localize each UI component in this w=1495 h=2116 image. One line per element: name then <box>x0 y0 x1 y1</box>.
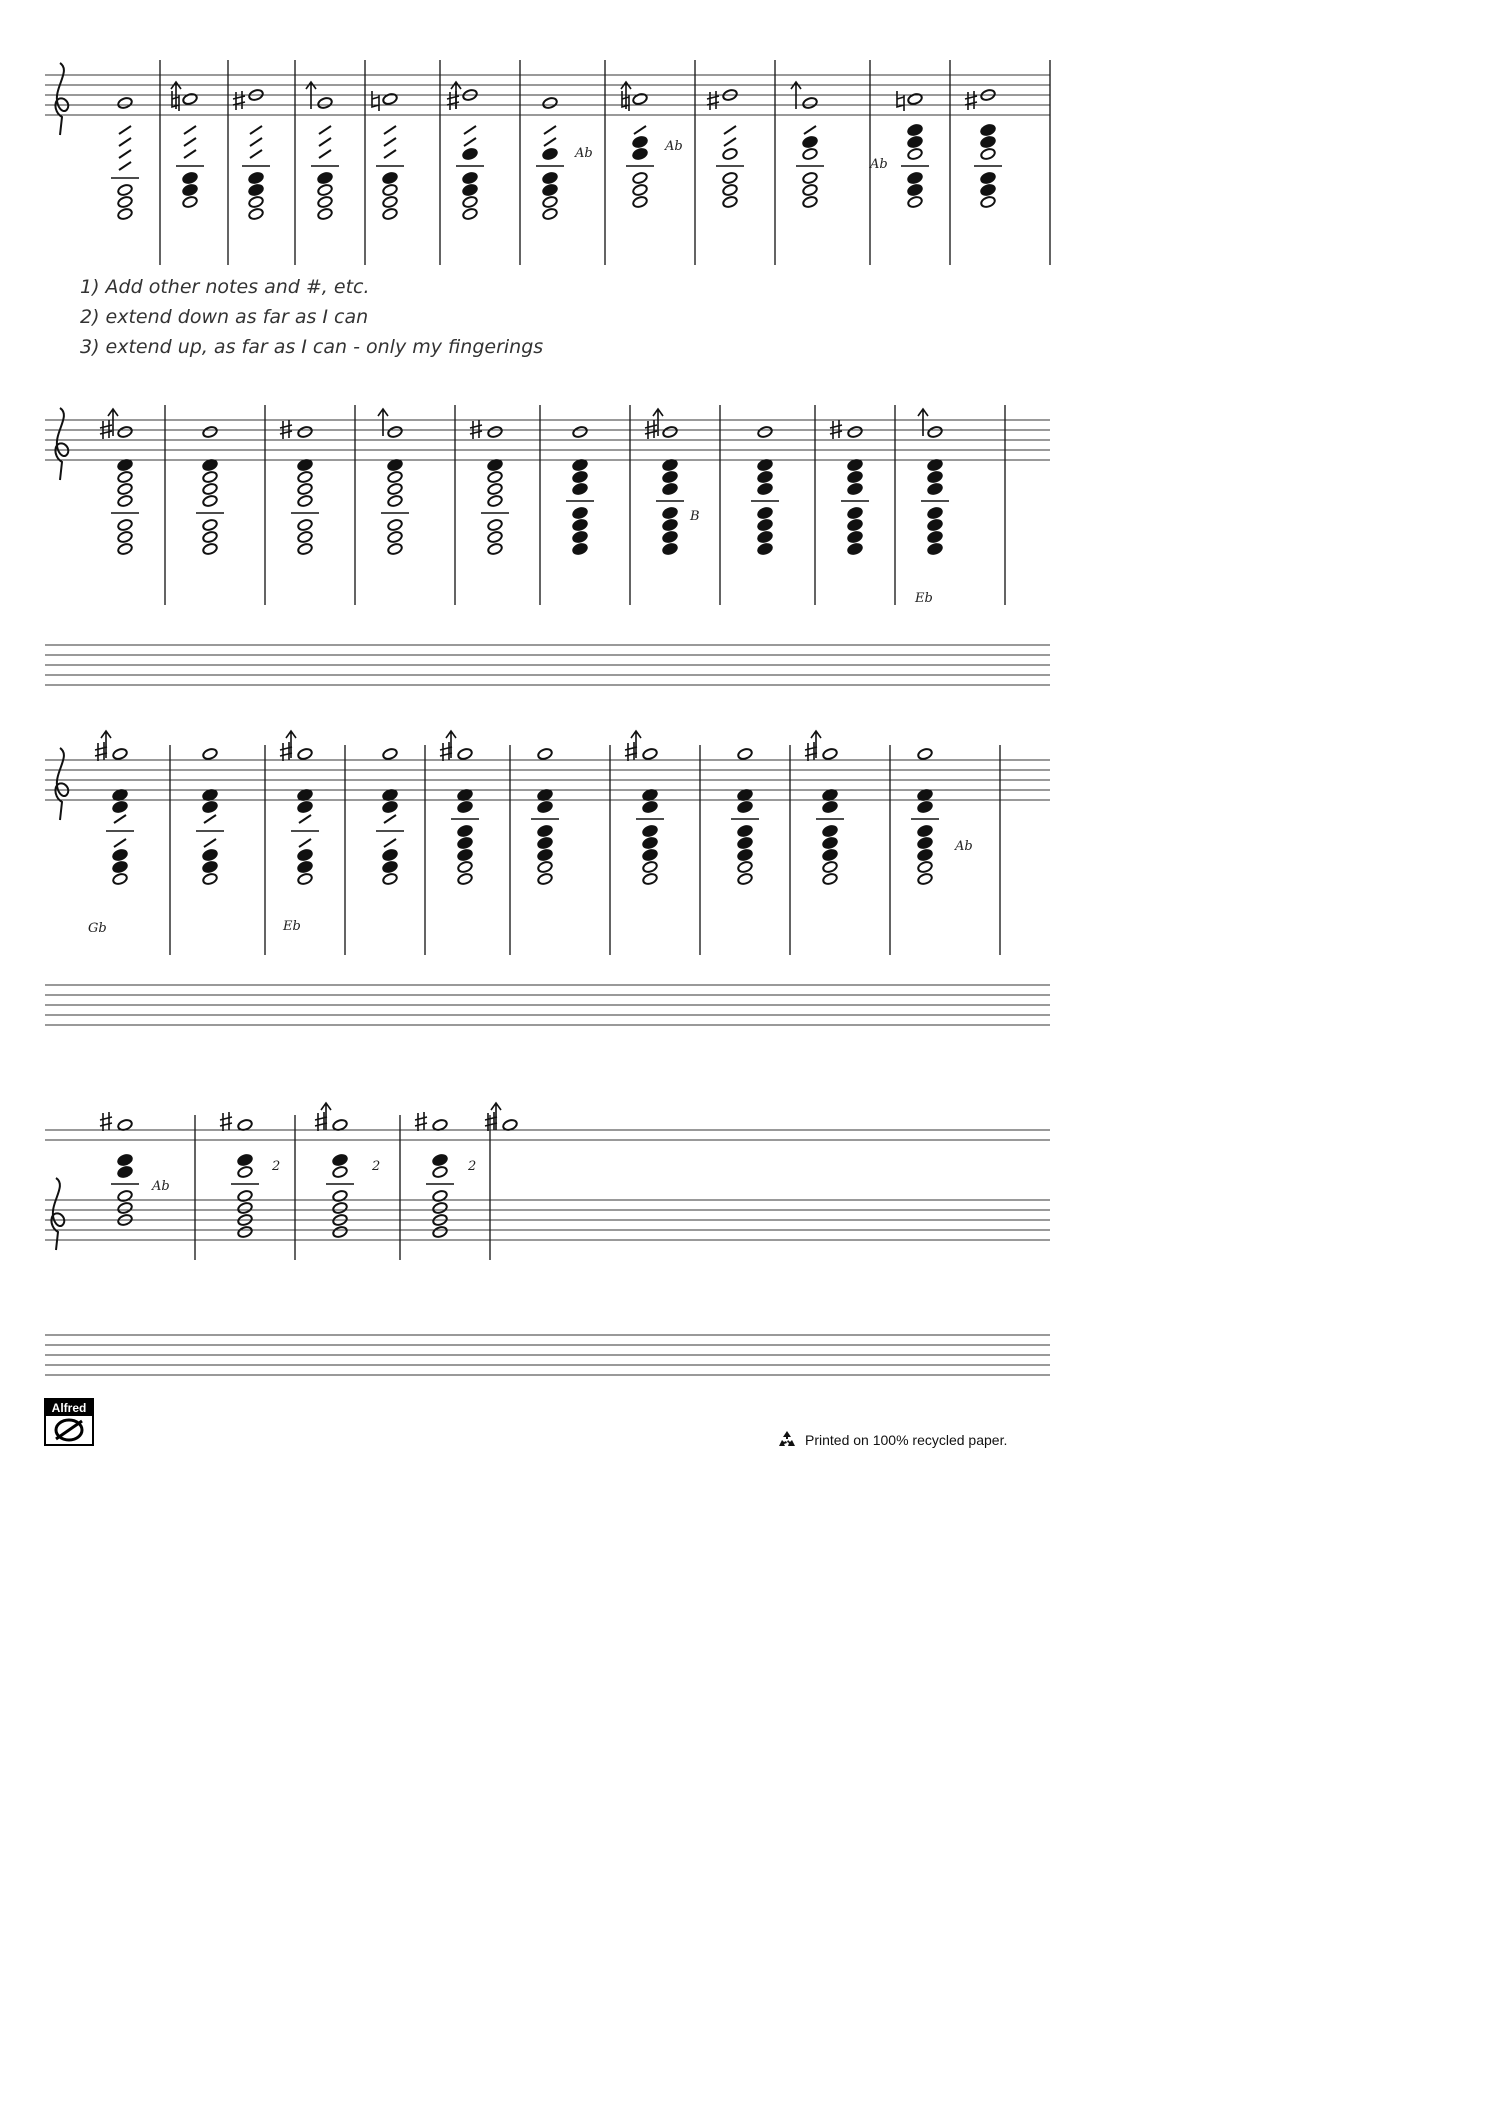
fingering-open <box>462 195 478 208</box>
fingering-slash <box>804 126 816 134</box>
fingering-open <box>632 195 648 208</box>
fingering-open <box>297 470 313 483</box>
fingering-open <box>387 482 403 495</box>
fingering-dot <box>537 824 553 837</box>
fingering-dot <box>802 135 818 148</box>
fingering-open <box>117 207 133 220</box>
fingering-dot <box>572 530 588 543</box>
fingering-open <box>117 1201 133 1214</box>
fingering-open <box>980 147 996 160</box>
fingering-open <box>802 171 818 184</box>
fingering-open <box>432 1225 448 1238</box>
fingering-dot <box>457 824 473 837</box>
fingering-open <box>487 530 503 543</box>
fingering-dot <box>572 506 588 519</box>
pitch-note <box>117 425 133 438</box>
recycled-paper-note <box>775 1428 1007 1452</box>
fingering-dot <box>822 848 838 861</box>
fingering-open <box>237 1201 253 1214</box>
fingering-open <box>822 872 838 885</box>
fingering-slash <box>299 815 311 823</box>
treble-clef-icon <box>55 63 68 135</box>
fingering-dot <box>537 836 553 849</box>
fingering-dot <box>907 171 923 184</box>
fingering-label: B <box>690 509 700 524</box>
pitch-note <box>202 425 218 438</box>
fingering-open <box>457 872 473 885</box>
pitch-note <box>822 747 838 760</box>
fingering-dot <box>632 135 648 148</box>
fingering-open <box>202 872 218 885</box>
pitch-note <box>317 96 333 109</box>
note-line-1: 1) Add other notes and #, etc. <box>80 276 370 298</box>
fingering-open <box>237 1225 253 1238</box>
fingering-dot <box>757 518 773 531</box>
fingering-dot <box>927 530 943 543</box>
fingering-open <box>317 183 333 196</box>
fingering-label: Ab <box>665 139 683 154</box>
fingering-slash <box>204 839 216 847</box>
fingering-dot <box>182 171 198 184</box>
fingering-dot <box>662 482 678 495</box>
fingering-dot <box>237 1153 253 1166</box>
fingering-open <box>382 207 398 220</box>
fingering-open <box>487 494 503 507</box>
fingering-slash <box>250 150 262 158</box>
fingering-dot <box>117 1165 133 1178</box>
fingering-open <box>802 147 818 160</box>
fingering-dot <box>382 171 398 184</box>
fingering-slash <box>114 815 126 823</box>
fingering-dot <box>847 470 863 483</box>
publisher-emblem-icon <box>50 1417 88 1443</box>
fingering-open <box>542 207 558 220</box>
fingering-open <box>737 872 753 885</box>
fingering-dot <box>907 183 923 196</box>
fingering-open <box>317 207 333 220</box>
fingering-open <box>297 482 313 495</box>
fingering-dot <box>537 848 553 861</box>
fingering-open <box>248 207 264 220</box>
fingering-dot <box>572 482 588 495</box>
fingering-dot <box>822 800 838 813</box>
fingering-dot <box>572 518 588 531</box>
publisher-name: Alfred <box>46 1400 92 1416</box>
fingering-dot <box>980 135 996 148</box>
fingering-dot <box>662 518 678 531</box>
fingering-dot <box>382 800 398 813</box>
fingering-open <box>632 183 648 196</box>
fingering-label: Ab <box>152 1179 170 1194</box>
fingering-dot <box>542 171 558 184</box>
fingering-dot <box>927 518 943 531</box>
fingering-dot <box>117 1153 133 1166</box>
sharp-sign <box>415 1112 427 1131</box>
fingering-dot <box>927 542 943 555</box>
pitch-note <box>642 747 658 760</box>
fingering-open <box>117 1189 133 1202</box>
pitch-note <box>387 425 403 438</box>
fingering-open <box>487 542 503 555</box>
fingering-open <box>542 195 558 208</box>
fingering-dot <box>847 482 863 495</box>
fingering-label: Ab <box>870 157 888 172</box>
sharp-sign <box>220 1112 232 1131</box>
fingering-open <box>980 195 996 208</box>
fingering-slash <box>319 126 331 134</box>
fingering-open <box>297 518 313 531</box>
fingering-dot <box>317 171 333 184</box>
fingering-open <box>387 494 403 507</box>
fingering-slash <box>464 126 476 134</box>
fingering-dot <box>462 183 478 196</box>
pitch-note <box>632 92 648 105</box>
fingering-open <box>537 872 553 885</box>
fingering-slash <box>184 126 196 134</box>
fingering-dot <box>822 824 838 837</box>
fingering-open <box>117 530 133 543</box>
fingering-slash <box>250 126 262 134</box>
fingering-open <box>382 872 398 885</box>
fingering-dot <box>662 542 678 555</box>
fingering-open <box>802 183 818 196</box>
fingering-open <box>237 1189 253 1202</box>
fingering-open <box>202 518 218 531</box>
fingering-open <box>117 482 133 495</box>
fingering-slash <box>384 138 396 146</box>
fingering-dot <box>537 800 553 813</box>
fingering-open <box>722 147 738 160</box>
fingering-dot <box>927 482 943 495</box>
fingering-dot <box>737 800 753 813</box>
fingering-open <box>202 542 218 555</box>
fingering-dot <box>632 147 648 160</box>
fingering-dot <box>432 1153 448 1166</box>
fingering-open <box>117 542 133 555</box>
fingering-open <box>387 530 403 543</box>
fingering-label: 2 <box>372 1159 381 1174</box>
fingering-open <box>822 860 838 873</box>
fingering-slash <box>119 150 131 158</box>
fingering-dot <box>382 860 398 873</box>
fingering-dot <box>642 848 658 861</box>
fingering-open <box>387 542 403 555</box>
fingering-open <box>297 872 313 885</box>
fingering-open <box>632 171 648 184</box>
fingering-dot <box>927 470 943 483</box>
fingering-slash <box>119 162 131 170</box>
fingering-dot <box>642 836 658 849</box>
pitch-note <box>112 747 128 760</box>
sharp-sign <box>100 1112 112 1131</box>
note-line-2: 2) extend down as far as I can <box>80 306 369 328</box>
fingering-open <box>722 171 738 184</box>
fingering-dot <box>457 848 473 861</box>
fingering-slash <box>184 138 196 146</box>
fingering-dot <box>847 530 863 543</box>
fingering-slash <box>299 839 311 847</box>
fingering-dot <box>917 848 933 861</box>
fingering-dot <box>202 800 218 813</box>
fingering-open <box>382 183 398 196</box>
pitch-note <box>917 747 933 760</box>
fingering-open <box>722 195 738 208</box>
fingering-dot <box>737 848 753 861</box>
fingering-slash <box>724 138 736 146</box>
fingering-open <box>317 195 333 208</box>
fingering-dot <box>542 183 558 196</box>
fingering-dot <box>917 824 933 837</box>
fingering-open <box>202 530 218 543</box>
fingering-open <box>202 470 218 483</box>
fingering-open <box>802 195 818 208</box>
fingering-open <box>487 482 503 495</box>
fingering-dot <box>847 518 863 531</box>
fingering-dot <box>297 848 313 861</box>
sharp-sign <box>447 91 459 110</box>
fingering-open <box>332 1189 348 1202</box>
treble-clef-icon <box>55 408 68 480</box>
fingering-dot <box>462 147 478 160</box>
fingering-open <box>487 518 503 531</box>
fingering-slash <box>464 138 476 146</box>
fingering-dot <box>917 836 933 849</box>
fingering-dot <box>822 836 838 849</box>
arrow-up-icon <box>378 409 388 436</box>
fingering-open <box>297 542 313 555</box>
fingering-open <box>462 207 478 220</box>
fingering-open <box>387 470 403 483</box>
fingering-dot <box>248 171 264 184</box>
fingering-dot <box>927 506 943 519</box>
pitch-note <box>457 747 473 760</box>
fingering-dot <box>757 470 773 483</box>
fingering-dot <box>572 470 588 483</box>
fingering-slash <box>634 126 646 134</box>
fingering-open <box>248 195 264 208</box>
fingering-open <box>917 872 933 885</box>
fingering-slash <box>119 138 131 146</box>
fingering-open <box>332 1165 348 1178</box>
fingering-open <box>642 860 658 873</box>
fingering-dot <box>332 1153 348 1166</box>
fingering-dot <box>382 848 398 861</box>
fingering-dot <box>847 542 863 555</box>
fingering-open <box>182 195 198 208</box>
fingering-open <box>117 494 133 507</box>
fingering-open <box>202 494 218 507</box>
pitch-note <box>572 425 588 438</box>
fingering-open <box>237 1165 253 1178</box>
fingering-dot <box>757 506 773 519</box>
fingering-label: Eb <box>283 919 301 934</box>
fingering-open <box>487 470 503 483</box>
fingering-open <box>457 860 473 873</box>
fingering-dot <box>572 542 588 555</box>
fingering-slash <box>724 126 736 134</box>
fingering-open <box>332 1225 348 1238</box>
fingering-open <box>112 872 128 885</box>
recycled-text: Printed on 100% recycled paper. <box>805 1432 1008 1448</box>
fingering-open <box>722 183 738 196</box>
fingering-dot <box>737 836 753 849</box>
fingering-label: Gb <box>88 921 107 936</box>
fingering-dot <box>757 542 773 555</box>
fingering-open <box>117 518 133 531</box>
fingering-open <box>202 482 218 495</box>
handwritten-notes <box>80 272 780 362</box>
arrow-up-icon <box>491 1103 501 1130</box>
alfred-logo-icon <box>44 1398 94 1446</box>
fingering-open <box>117 183 133 196</box>
pitch-note <box>927 425 943 438</box>
fingering-dot <box>662 470 678 483</box>
treble-clef-icon <box>51 1178 64 1250</box>
pitch-note <box>757 425 773 438</box>
fingering-slash <box>544 126 556 134</box>
fingering-slash <box>114 839 126 847</box>
fingering-dot <box>847 506 863 519</box>
pitch-note <box>117 96 133 109</box>
pitch-note <box>802 96 818 109</box>
pitch-note <box>202 747 218 760</box>
fingering-open <box>432 1165 448 1178</box>
fingering-slash <box>544 138 556 146</box>
fingering-open <box>332 1201 348 1214</box>
fingering-dot <box>917 800 933 813</box>
fingering-open <box>907 147 923 160</box>
fingering-dot <box>542 147 558 160</box>
fingering-dot <box>457 800 473 813</box>
pitch-note <box>537 747 553 760</box>
pitch-note <box>382 747 398 760</box>
pitch-note <box>737 747 753 760</box>
pitch-note <box>907 92 923 105</box>
treble-clef-icon <box>55 748 68 820</box>
fingering-dot <box>202 848 218 861</box>
arrow-up-icon <box>918 409 928 436</box>
fingering-open <box>737 860 753 873</box>
natural-sign <box>897 91 904 111</box>
fingering-dot <box>248 183 264 196</box>
fingering-dot <box>462 171 478 184</box>
fingering-open <box>297 530 313 543</box>
fingering-open <box>642 872 658 885</box>
fingering-slash <box>384 815 396 823</box>
fingering-slash <box>319 138 331 146</box>
fingering-dot <box>112 848 128 861</box>
fingering-dot <box>202 860 218 873</box>
fingering-open <box>917 860 933 873</box>
fingering-slash <box>384 839 396 847</box>
fingering-label: Ab <box>955 839 973 854</box>
note-line-3: 3) extend up, as far as I can - only my fingerings <box>80 336 544 358</box>
fingering-dot <box>457 836 473 849</box>
fingering-open <box>537 860 553 873</box>
fingering-dot <box>112 800 128 813</box>
fingering-slash <box>250 138 262 146</box>
fingering-dot <box>662 530 678 543</box>
natural-sign <box>372 91 379 111</box>
fingering-label: Ab <box>575 146 593 161</box>
sharp-sign <box>233 91 245 110</box>
sharp-sign <box>707 91 719 110</box>
fingering-dot <box>737 824 753 837</box>
fingering-dot <box>112 860 128 873</box>
fingering-dot <box>182 183 198 196</box>
fingering-dot <box>980 183 996 196</box>
pitch-note <box>662 425 678 438</box>
fingering-open <box>432 1201 448 1214</box>
fingering-dot <box>642 824 658 837</box>
fingering-dot <box>662 506 678 519</box>
pitch-note <box>542 96 558 109</box>
arrow-up-icon <box>321 1103 331 1130</box>
fingering-open <box>117 195 133 208</box>
fingering-dot <box>757 482 773 495</box>
sharp-sign <box>965 91 977 110</box>
fingering-open <box>382 195 398 208</box>
fingering-slash <box>319 150 331 158</box>
fingering-dot <box>297 860 313 873</box>
fingering-slash <box>184 150 196 158</box>
fingering-slash <box>204 815 216 823</box>
fingering-dot <box>297 800 313 813</box>
pitch-note <box>487 425 503 438</box>
fingering-dot <box>907 123 923 136</box>
fingering-open <box>432 1189 448 1202</box>
pitch-note <box>847 425 863 438</box>
pitch-note <box>297 747 313 760</box>
fingering-dot <box>980 171 996 184</box>
fingering-dot <box>757 530 773 543</box>
recycle-icon <box>775 1428 799 1452</box>
pitch-note <box>382 92 398 105</box>
fingering-open <box>907 195 923 208</box>
fingering-dot <box>907 135 923 148</box>
fingering-open <box>117 470 133 483</box>
fingering-dot <box>642 800 658 813</box>
fingering-open <box>297 494 313 507</box>
fingering-slash <box>384 126 396 134</box>
fingering-label: 2 <box>272 1159 281 1174</box>
fingering-dot <box>980 123 996 136</box>
pitch-note <box>297 425 313 438</box>
fingering-open <box>387 518 403 531</box>
fingering-slash <box>384 150 396 158</box>
pitch-note <box>182 92 198 105</box>
fingering-label: 2 <box>468 1159 477 1174</box>
fingering-slash <box>119 126 131 134</box>
fingering-label: Eb <box>915 591 933 606</box>
